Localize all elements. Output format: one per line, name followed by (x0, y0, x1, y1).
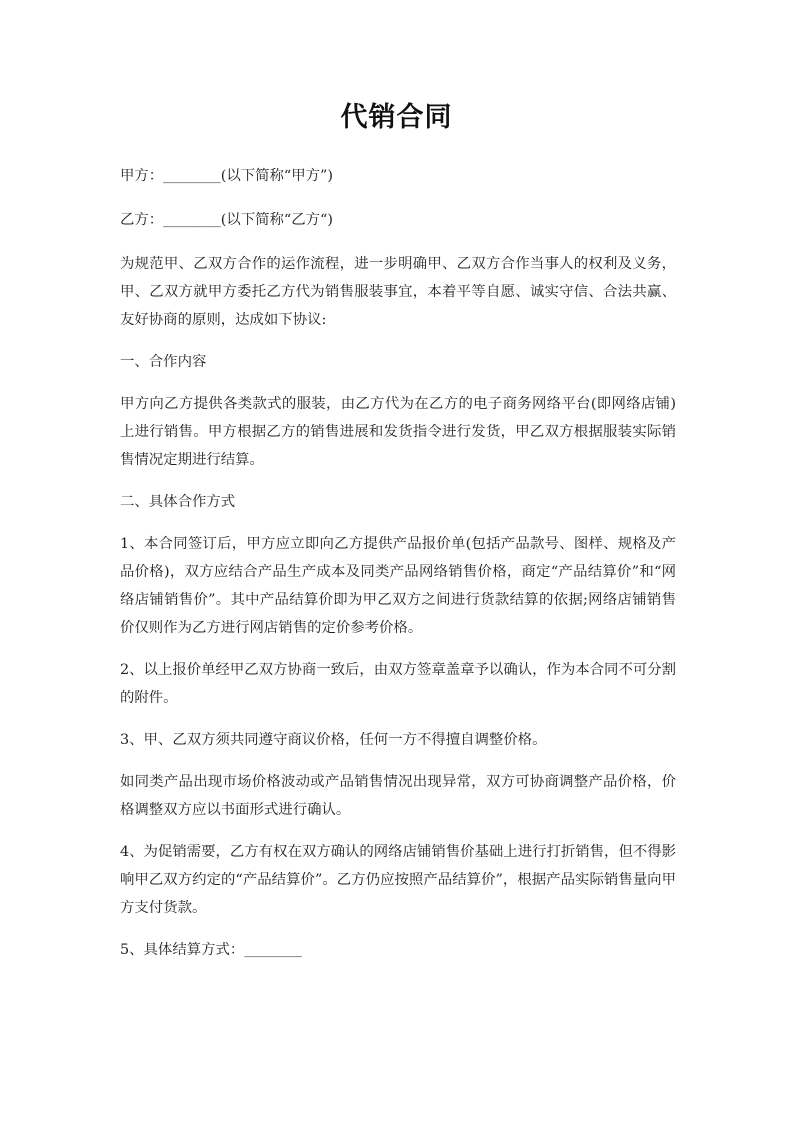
document-title: 代销合同 (340, 102, 453, 133)
party-b-line: 乙方：________(以下简称“乙方“) (120, 212, 334, 228)
clause-3-note: 如同类产品出现市场价格波动或产品销售情况出现异常，双方可协商调整产品价格，价格调整双方应以书面形式进行确认。 (120, 774, 676, 818)
document-body (120, 162, 676, 978)
clause-1: 1、本合同签订后，甲方应立即向乙方提供产品报价单(包括产品款号、图样、规格及产品价格)，双方应结合产品生产成本及同类产品网络销售价格，商定“产品结算价”和“网络店铺销售价”。其中产品结算价即为甲乙双方之间进行货款结算的依据;网络店铺销售价仅则作为乙方进行网店销售的定价参考价格。 (120, 536, 676, 636)
preamble-paragraph: 为规范甲、乙双方合作的运作流程，进一步明确甲、乙双方合作当事人的权利及义务，甲、乙双方就甲方委托乙方代为销售服装事宜，本着平等自愿、诚实守信、合法共赢、友好协商的原则，达成如下协议: (120, 256, 676, 328)
clause-5: 5、具体结算方式：________ (120, 942, 302, 958)
section-1-paragraph: 甲方向乙方提供各类款式的服装，由乙方代为在乙方的电子商务网络平台(即网络店铺)上进行销售。甲方根据乙方的销售进展和发货指令进行发货，甲乙双方根据服装实际销售情况定期进行结算。 (120, 396, 676, 468)
clause-3: 3、甲、乙双方须共同遵守商议价格，任何一方不得擅自调整价格。 (120, 732, 547, 748)
section-2-heading: 二、具体合作方式 (120, 494, 236, 510)
party-a-line: 甲方：________(以下简称“甲方”) (120, 168, 334, 184)
clause-2: 2、以上报价单经甲乙双方协商一致后，由双方签章盖章予以确认，作为本合同不可分割的附件。 (120, 662, 677, 706)
section-1-heading: 一、合作内容 (120, 354, 207, 370)
clause-4: 4、为促销需要，乙方有权在双方确认的网络店铺销售价基础上进行打折销售，但不得影响甲乙双方约定的“产品结算价”。乙方仍应按照产品结算价”，根据产品实际销售量向甲方支付货款。 (120, 844, 677, 916)
